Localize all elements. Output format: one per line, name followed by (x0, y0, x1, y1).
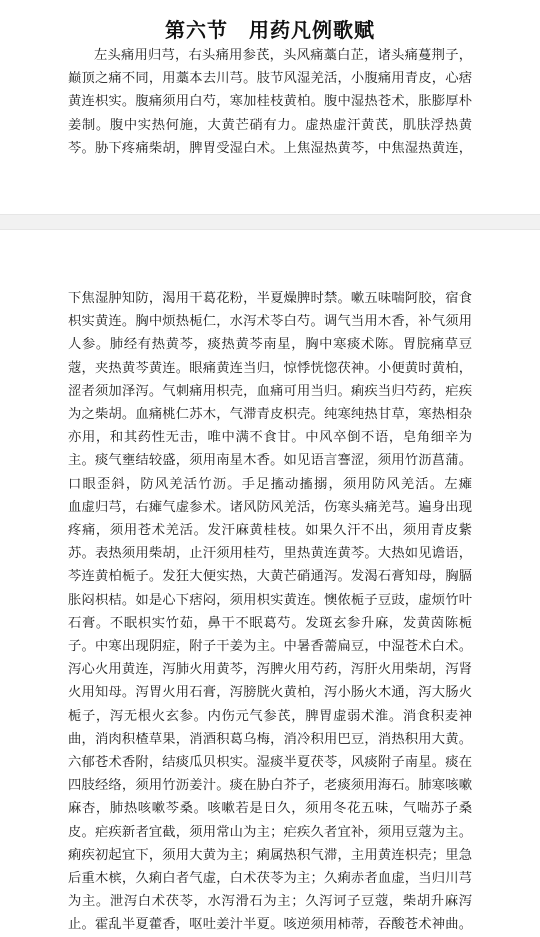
paragraph-lower (68, 287, 472, 937)
paragraph-upper (68, 44, 472, 160)
text-line: 蔻，夹热黄芩黄连。眼痛黄连当归，惊悸恍惚茯神。小便黄时黄柏， (68, 360, 472, 376)
text-line: 曲，消肉积楂草果，消酒积葛乌梅，消冷积用巴豆，消热积用大黄。 (68, 731, 472, 747)
text-line: 为主。泄泻白术茯苓，水泻滑石为主；久泻诃子豆蔻，柴胡升麻泻 (68, 894, 472, 910)
text-line: 子。中寒出现阴症，附子干姜为主。中暑香薷扁豆，中湿苍术白术。 (68, 639, 472, 655)
text-line: 麻杏，肺热咳嗽芩桑。咳嗽若是日久，须用冬花五味，气喘苏子桑 (68, 801, 472, 817)
text-line: 血虚归芎，右瘫气虚参术。诸风防风羌活，伤寒头痛羌芎。遍身出现 (68, 499, 472, 515)
text-line: 口眼歪斜，防风羌活竹沥。手足搐动搐搦，须用防风羌活。左瘫 (68, 476, 472, 492)
text-line: 痢疾初起宜下，须用大黄为主；痢属热积气滞，主用黄连枳壳；里急 (68, 847, 472, 863)
text-line: 芩。胁下疼痛柴胡，脾胃受湿白术。上焦湿热黄芩，中焦湿热黄连， (68, 140, 472, 156)
text-line: 苏。表热须用柴胡，止汗须用桂芍，里热黄连黄芩。大热如见谵语， (68, 546, 472, 562)
text-line: 后重木槟，久痢白者气虚，白术茯苓为主；久痢赤者血虚，当归川芎 (68, 871, 472, 887)
text-line: 栀子，泻无根火玄参。内伤元气参芪，脾胃虚弱术淮。消食积麦神 (68, 708, 472, 724)
text-line: 主。痰气壅结较盛，须用南星木香。如见语言謇涩，须用竹沥菖蒲。 (68, 453, 472, 469)
text-line: 石膏。不眠枳实竹茹，鼻干不眠葛芍。发斑玄参升麻，发黄茵陈栀 (68, 615, 472, 631)
text-line: 巅顶之痛不同，用藁本去川芎。肢节风湿羌活，小腹痛用青皮，心痞 (68, 71, 472, 87)
page-separator (0, 214, 540, 230)
text-line: 为之柴胡。血痛桃仁苏木，气滞青皮枳壳。纯寒纯热甘草，寒热相杂 (68, 407, 472, 423)
text-line: 止。霍乱半夏藿香，呕吐姜汁半夏。咳逆须用柿蒂，吞酸苍术神曲。 (68, 917, 472, 933)
page-upper (0, 0, 540, 214)
text-line: 四肢经络，须用竹沥姜汁。痰在胁白芥子，老痰须用海石。肺寒咳嗽 (68, 778, 472, 794)
section-title: 第六节 用药凡例歌赋 (165, 18, 375, 42)
text-line: 下焦湿肿知防，渴用干葛花粉，半夏燥脾时禁。嗽五味喘阿胶，宿食 (68, 291, 472, 306)
text-line: 黄连枳实。腹痛须用白芍，寒加桂枝黄柏。腹中湿热苍术，胀膨厚朴 (68, 94, 472, 110)
text-line: 左头痛用归芎，右头痛用参芪，头风痛藁白芷，诸头痛蔓荆子， (94, 48, 472, 63)
text-line: 枳实黄连。胸中烦热栀仁，水泻术苓白芍。调气当用木香，补气须用 (68, 314, 472, 330)
text-line: 六郁苍术香附，结痰瓜贝枳实。湿痰半夏茯苓，风痰附子南星。痰在 (68, 755, 472, 771)
text-line: 胀闷枳桔。如是心下痞闷，须用枳实黄连。懊侬栀子豆豉，虚烦竹叶 (68, 592, 472, 608)
text-line: 姜制。腹中实热何施，大黄芒硝有力。虚热虚汗黄芪，肌肤浮热黄 (68, 117, 472, 133)
text-line: 人参。肺经有热黄芩，痰热黄芩南星，胸中寒痰术陈。胃脘痛草豆 (68, 337, 472, 353)
text-line: 芩连黄柏栀子。发狂大便实热，大黄芒硝通泻。发渴石膏知母，胸膈 (68, 569, 472, 585)
text-line: 皮。疟疾新者宜截，须用常山为主；疟疾久者宜补，须用豆蔻为主。 (68, 824, 472, 840)
text-line: 亦用，和其药性无击，唯中满不食甘。中风卒倒不语，皂角细辛为 (68, 430, 472, 446)
text-line: 疼痛，须用苍术羌活。发汗麻黄桂枝。如果久汗不出，须用青皮紫 (68, 523, 472, 539)
text-line: 火用知母。泻胃火用石膏，泻膀胱火黄柏，泻小肠火木通，泻大肠火 (68, 685, 472, 701)
text-line: 涩者须加泽泻。气刺痛用枳壳，血痛可用当归。痢疾当归芍药，疟疾 (68, 383, 472, 399)
text-line: 泻心火用黄连，泻肺火用黄芩，泻脾火用芍药，泻肝火用柴胡，泻肾 (68, 662, 472, 678)
